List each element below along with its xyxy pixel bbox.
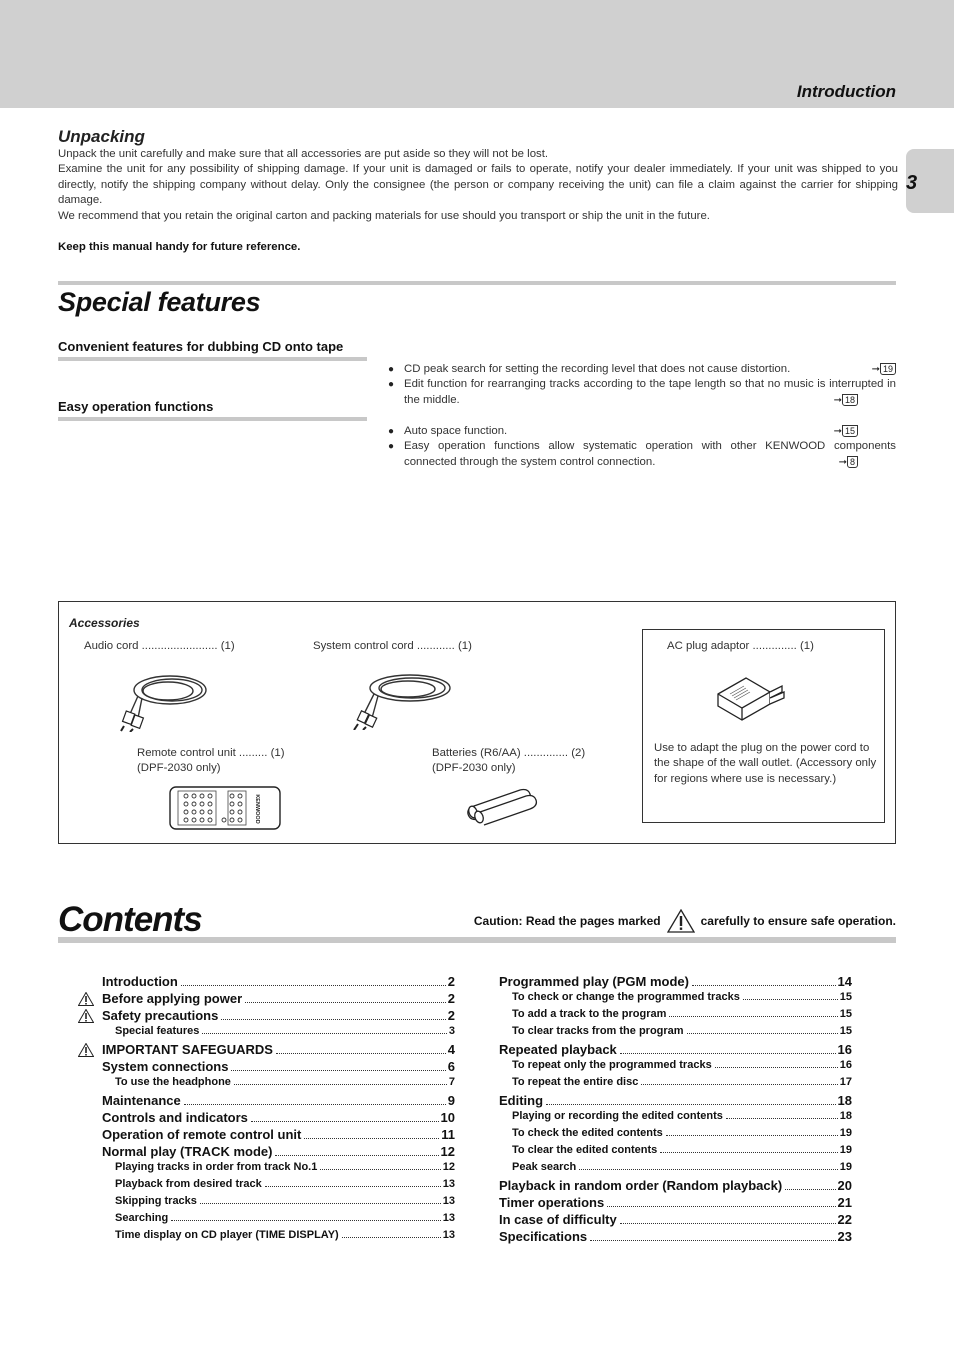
toc-leader (660, 1152, 837, 1153)
toc-entry[interactable] (102, 1161, 455, 1178)
toc-entry-label: Before applying power (102, 991, 243, 1006)
feature-list-easy-operation (388, 424, 896, 470)
toc-leader (304, 1138, 439, 1139)
toc-entry-label: Peak search (512, 1161, 577, 1173)
toc-leader (726, 1118, 838, 1119)
toc-entry-page: 13 (442, 1195, 455, 1207)
toc-entry[interactable] (499, 1059, 852, 1076)
caution-text-after: carefully to ensure safe operation. (700, 914, 896, 928)
toc-entry-label: To repeat the entire disc (512, 1076, 639, 1088)
toc-leader (184, 1104, 446, 1105)
feature-item (388, 439, 896, 470)
toc-entry[interactable] (499, 1144, 852, 1161)
toc-entry-page: 11 (441, 1127, 455, 1142)
page-ref-number: 19 (880, 363, 896, 375)
feature-list-dubbing (388, 362, 896, 408)
toc-entry[interactable] (499, 1093, 852, 1110)
toc-entry[interactable] (102, 1042, 455, 1059)
toc-leader (743, 999, 838, 1000)
toc-leader (276, 1053, 446, 1054)
toc-entry-page: 2 (447, 974, 455, 989)
feature-heading-easy-operation: Easy operation functions (58, 399, 367, 421)
toc-entry-label: Special features (115, 1025, 200, 1037)
toc-entry-label: To use the headphone (115, 1076, 231, 1088)
toc-leader (620, 1223, 836, 1224)
toc-entry-page: 2 (447, 1008, 455, 1023)
toc-entry[interactable] (102, 1127, 455, 1144)
unpacking-paragraph: Unpack the unit carefully and make sure that all accessories are put aside so they will not be lost. (58, 148, 549, 160)
toc-entry-page: 2 (447, 991, 455, 1006)
toc-entry[interactable] (499, 1178, 852, 1195)
remote-control-icon (168, 785, 282, 831)
toc-entry-page: 12 (440, 1144, 455, 1159)
page-ref: ➞ 19 (872, 362, 896, 377)
toc-leader (692, 985, 836, 986)
bullet-icon: ● (388, 426, 395, 437)
unpacking-paragraph: Examine the unit for any possibility of shipping damage. If your unit is damaged or fails to operate, notify your dealer immediately. If your unit was shipped to you directly, notify the shipping company without delay. Only the consignee (the person or company receiving the unit) can file a claim against the carrier for shipping damage. (58, 163, 898, 207)
special-features-title: Special features (58, 287, 261, 317)
toc-entry-label: Searching (115, 1212, 169, 1224)
page-ref: ➞ 18 (834, 393, 858, 408)
toc-entry-label: To check or change the programmed tracks (512, 991, 740, 1003)
toc-entry-label: System connections (102, 1059, 229, 1074)
remote-label (137, 746, 285, 777)
toc-entry[interactable] (102, 991, 455, 1008)
ac-plug-adaptor-icon (712, 668, 788, 726)
toc-entry[interactable] (499, 974, 852, 991)
toc-entry-label: Repeated playback (499, 1042, 617, 1057)
toc-entry-label: Playback in random order (Random playback) (499, 1178, 783, 1193)
toc-leader (231, 1070, 445, 1071)
toc-entry-label: Maintenance (102, 1093, 181, 1108)
toc-entry-label: To repeat only the programmed tracks (512, 1059, 712, 1071)
system-cord-icon (350, 670, 456, 730)
unpacking-heading: Unpacking (58, 127, 145, 146)
bullet-icon: ● (388, 441, 395, 453)
toc-entry-page: 18 (837, 1093, 852, 1108)
batteries-icon (464, 786, 540, 826)
remote-label-line: Remote control unit ......... (1) (137, 747, 285, 759)
page-ref-number: 15 (842, 425, 858, 437)
toc-leader (546, 1104, 835, 1105)
section-title: Introduction (796, 82, 896, 101)
toc-entry-page: 18 (839, 1110, 852, 1122)
toc-leader (666, 1135, 838, 1136)
toc-leader (342, 1237, 441, 1238)
toc-entry-label: Playing or recording the edited contents (512, 1110, 723, 1122)
special-features-rule (58, 281, 896, 285)
toc-leader (641, 1084, 837, 1085)
toc-leader (687, 1033, 838, 1034)
toc-entry-label: Skipping tracks (115, 1195, 197, 1207)
toc-entry[interactable] (102, 1212, 455, 1229)
toc-leader (275, 1155, 438, 1156)
toc-entry-label: Editing (499, 1093, 544, 1108)
feature-item (388, 377, 896, 408)
toc-entry-page: 13 (442, 1212, 455, 1224)
toc-entry-page: 15 (839, 991, 852, 1003)
remote-label-note: (DPF-2030 only) (137, 762, 221, 775)
toc-entry-page: 12 (442, 1161, 455, 1173)
toc-entry[interactable] (499, 1212, 852, 1229)
audio-cord-icon (118, 668, 214, 732)
audio-cord-label: Audio cord ........................ (1) (84, 640, 235, 652)
toc-entry[interactable] (102, 974, 455, 991)
feature-text: Auto space function. (404, 425, 508, 437)
unpacking-text (58, 147, 898, 224)
toc-leader (200, 1203, 441, 1204)
batteries-label-line: Batteries (R6/AA) .............. (2) (432, 747, 586, 759)
bullet-icon: ● (388, 379, 395, 391)
warning-icon (78, 992, 94, 1006)
toc-leader (607, 1206, 835, 1207)
system-cord-label: System control cord ............ (1) (313, 640, 472, 652)
toc-entry[interactable] (102, 1093, 455, 1110)
toc-entry-page: 4 (447, 1042, 455, 1057)
toc-entry[interactable] (499, 1229, 852, 1246)
toc-entry-page: 20 (837, 1178, 852, 1193)
toc-entry-page: 15 (839, 1025, 852, 1037)
toc-entry-page: 13 (442, 1178, 455, 1190)
toc-entry-label: Programmed play (PGM mode) (499, 974, 689, 989)
toc-leader (579, 1169, 838, 1170)
feature-text: Edit function for rearranging tracks according to the tape length so that no music is interrupted in the middle. (404, 378, 896, 406)
unpacking-paragraph: We recommend that you retain the original carton and packing materials for use should you transport or ship the unit in the future. (58, 209, 710, 222)
toc-entry-label: Normal play (TRACK mode) (102, 1144, 273, 1159)
toc-entry-label: To clear the edited contents (512, 1144, 658, 1156)
toc-entry-page: 17 (839, 1076, 852, 1088)
toc-leader (181, 985, 446, 986)
toc-entry-page: 3 (448, 1025, 455, 1037)
ac-adaptor-note: Use to adapt the plug on the power cord to the shape of the wall outlet. (Accessory only for regions where use is necessary.) (654, 742, 877, 785)
toc-entry-page: 23 (837, 1229, 852, 1244)
page-ref: ➞ 8 (839, 455, 858, 470)
toc-entry[interactable] (499, 1127, 852, 1144)
batteries-label-note: (DPF-2030 only) (432, 762, 516, 775)
toc-entry-label: In case of difficulty (499, 1212, 617, 1227)
caution-text-before: Caution: Read the pages marked (473, 914, 661, 928)
toc-entry[interactable] (102, 1025, 455, 1042)
toc-entry[interactable] (102, 1229, 455, 1246)
toc-entry-page: 19 (839, 1161, 852, 1173)
page-number: 3 (906, 172, 918, 194)
toc-entry-label: To clear tracks from the program (512, 1025, 684, 1037)
toc-entry[interactable] (499, 1008, 852, 1025)
toc-leader (234, 1084, 447, 1085)
toc-entry[interactable] (499, 1042, 852, 1059)
toc-leader (202, 1033, 447, 1034)
toc-leader (320, 1169, 440, 1170)
toc-entry-page: 16 (837, 1042, 852, 1057)
toc-entry[interactable] (102, 1178, 455, 1195)
toc-entry[interactable] (499, 1161, 852, 1178)
feature-text: Easy operation functions allow systematic operation with other KENWOOD components connected through the system control connection. (404, 440, 896, 468)
toc-entry[interactable] (102, 1195, 455, 1212)
toc-entry[interactable] (499, 991, 852, 1008)
toc-entry[interactable] (102, 1110, 455, 1127)
toc-entry-page: 19 (839, 1144, 852, 1156)
accessories-title: Accessories (69, 616, 140, 630)
page-ref-number: 18 (842, 394, 858, 406)
toc-entry-page: 21 (837, 1195, 852, 1210)
toc-entry-label: Playing tracks in order from track No.1 (115, 1161, 318, 1173)
toc-entry[interactable] (102, 1059, 455, 1076)
toc-entry-label: IMPORTANT SAFEGUARDS (102, 1042, 273, 1057)
toc-entry-label: Playback from desired track (115, 1178, 262, 1190)
toc-leader (715, 1067, 838, 1068)
caution-note (474, 909, 896, 933)
toc-entry-label: To add a track to the program (512, 1008, 667, 1020)
toc-leader (221, 1019, 445, 1020)
toc-entry[interactable] (499, 1025, 852, 1042)
warning-icon (78, 1009, 94, 1023)
toc-entry-page: 16 (839, 1059, 852, 1071)
toc-entry[interactable] (102, 1144, 455, 1161)
remote-brand-text: KENWOOD (254, 794, 260, 824)
toc-entry-page: 15 (839, 1008, 852, 1020)
toc-leader (265, 1186, 441, 1187)
toc-entry-label: Introduction (102, 974, 178, 989)
toc-entry-label: To check the edited contents (512, 1127, 663, 1139)
toc-leader (669, 1016, 837, 1017)
feature-item (388, 424, 896, 439)
contents-right-column (499, 974, 852, 1246)
toc-leader (171, 1220, 441, 1221)
page-ref-number: 8 (847, 456, 858, 468)
toc-leader (620, 1053, 836, 1054)
feature-text: CD peak search for setting the recording level that does not cause distortion. (404, 363, 791, 375)
toc-leader (785, 1189, 835, 1190)
toc-entry[interactable] (499, 1110, 852, 1127)
toc-leader (590, 1240, 835, 1241)
toc-leader (251, 1121, 439, 1122)
toc-entry-page: 19 (839, 1127, 852, 1139)
toc-entry-label: Operation of remote control unit (102, 1127, 302, 1142)
page-ref: ➞ 15 (834, 424, 858, 439)
toc-entry-page: 7 (448, 1076, 455, 1088)
toc-entry-page: 22 (837, 1212, 852, 1227)
toc-entry[interactable] (102, 1076, 455, 1093)
warning-icon (78, 1043, 94, 1057)
bullet-icon: ● (388, 364, 395, 375)
feature-heading-dubbing: Convenient features for dubbing CD onto tape (58, 339, 367, 361)
toc-entry-page: 6 (447, 1059, 455, 1074)
toc-entry[interactable] (102, 1008, 455, 1025)
warning-icon (667, 909, 695, 933)
toc-entry-page: 10 (440, 1110, 455, 1125)
toc-entry[interactable] (499, 1076, 852, 1093)
toc-entry-page: 9 (447, 1093, 455, 1108)
toc-entry[interactable] (499, 1195, 852, 1212)
batteries-label (432, 746, 585, 777)
feature-item (388, 362, 896, 377)
ac-adaptor-label: AC plug adaptor .............. (1) (667, 640, 814, 652)
contents-title: Contents (58, 900, 202, 939)
contents-left-column (102, 974, 455, 1246)
toc-entry-label: Specifications (499, 1229, 588, 1244)
toc-entry-page: 13 (442, 1229, 455, 1241)
toc-leader (245, 1002, 446, 1003)
toc-entry-label: Time display on CD player (TIME DISPLAY) (115, 1229, 339, 1241)
toc-entry-label: Timer operations (499, 1195, 605, 1210)
keep-manual-note: Keep this manual handy for future reference. (58, 241, 301, 253)
toc-entry-label: Safety precautions (102, 1008, 219, 1023)
ac-adaptor-box (642, 629, 885, 823)
toc-entry-page: 14 (837, 974, 852, 989)
toc-entry-label: Controls and indicators (102, 1110, 248, 1125)
